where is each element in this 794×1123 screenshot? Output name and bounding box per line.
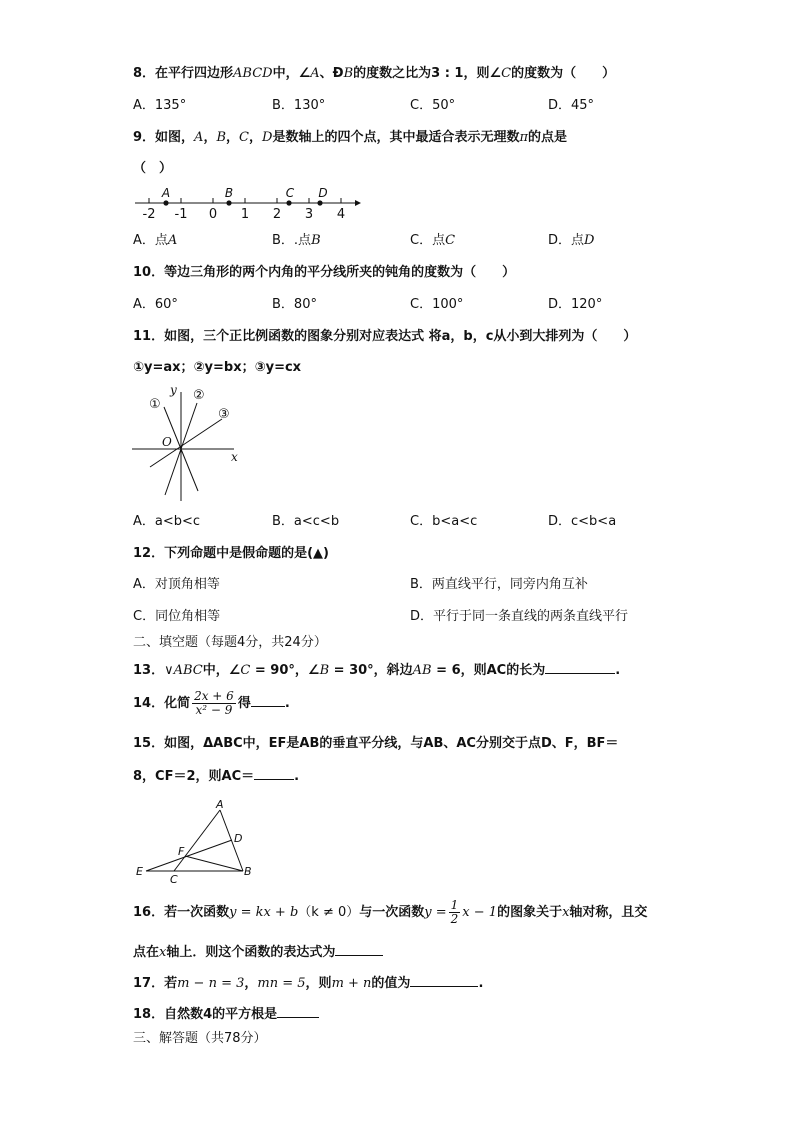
q10-option-d[interactable]: D．120° <box>548 297 603 312</box>
question-16-line-2: 点在x轴上．则这个函数的表达式为 <box>133 942 383 962</box>
tick-label: -1 <box>174 207 188 222</box>
point-d-label: D <box>234 832 243 845</box>
question-14: 14．化简 $\frac{2x + 6}{\text{x² − 9}}$ 得 . <box>133 689 290 717</box>
line-2-label: ② <box>193 388 205 403</box>
line-3-label: ③ <box>218 407 230 422</box>
question-8: 8．在平行四边形ABCD中，∠A、ÐB的度数之比为3 : 1，则∠C的度数为（ ） <box>133 66 616 81</box>
vertex-a-label: A <box>216 798 224 811</box>
origin-label: O <box>162 435 172 449</box>
q15-answer-blank[interactable] <box>254 766 294 780</box>
point-e-label: E <box>136 865 143 878</box>
line-1-label: ① <box>149 397 161 412</box>
point-d-label: D <box>318 186 328 200</box>
q17-answer-blank[interactable] <box>410 973 478 987</box>
q10-option-a[interactable]: A．60° <box>133 297 178 312</box>
q9-option-c[interactable]: C．点C <box>410 233 456 248</box>
question-15-line-2: 8，CF＝2，则AC＝ . <box>133 766 299 786</box>
q11-option-b[interactable]: B．a<c<b <box>272 514 340 529</box>
question-18: 18．自然数4的平方根是 <box>133 1004 319 1024</box>
segment-ac <box>174 810 220 871</box>
q9-option-b[interactable]: B．.点B <box>272 233 321 248</box>
section-3-heading: 三、解答题（共78分） <box>133 1031 267 1046</box>
point-d <box>317 200 322 205</box>
section-2-heading: 二、填空题（每题4分，共24分） <box>133 635 327 650</box>
number-line-figure <box>133 183 363 225</box>
point-b <box>226 200 231 205</box>
tick-label: 3 <box>304 207 314 222</box>
q9-option-d[interactable]: D．点D <box>548 233 595 248</box>
question-9-paren: （ ） <box>133 161 173 176</box>
q18-answer-blank[interactable] <box>277 1004 319 1018</box>
q8-option-c[interactable]: C．50° <box>410 98 456 113</box>
q16-answer-blank[interactable] <box>335 942 383 956</box>
q8-option-d[interactable]: D．45° <box>548 98 595 113</box>
question-17: 17．若m − n = 3，mn = 5，则m + n的值为 . <box>133 973 483 993</box>
question-15: 15．如图，ΔABC中，EF是AB的垂直平分线，与AB、AC分别交于点D、F，BF＝ <box>133 736 619 751</box>
q9-option-a[interactable]: A．点A <box>133 233 178 248</box>
q13-answer-blank[interactable] <box>545 660 615 674</box>
q16-fraction: $\frac{1}{2}$ <box>450 898 459 926</box>
q10-option-c[interactable]: C．100° <box>410 297 464 312</box>
q12-option-a[interactable]: A．对顶角相等 <box>133 577 220 592</box>
q12-option-d[interactable]: D．平行于同一条直线的两条直线平行 <box>410 609 629 624</box>
vertex-c-label: C <box>170 873 178 886</box>
question-16: 16．若一次函数y = kx + b（k ≠ 0）与一次函数y = $\frac{1}{2}$ x − 1的图象关于x轴对称，且交 <box>133 898 648 926</box>
segment-ed <box>146 840 232 871</box>
q11-option-c[interactable]: C．b<a<c <box>410 514 478 529</box>
question-12: 12．下列命题中是假命题的是(▲) <box>133 546 329 561</box>
tick-label: 0 <box>208 207 218 222</box>
tick-label: 4 <box>336 207 346 222</box>
point-f-label: F <box>178 845 185 858</box>
proportional-functions-graph <box>130 382 255 504</box>
y-axis-label: y <box>170 383 177 397</box>
question-9: 9．如图，A，B，C，D是数轴上的四个点，其中最适合表示无理数π的点是 <box>133 130 568 145</box>
point-a-label: A <box>161 186 171 200</box>
q12-option-b[interactable]: B．两直线平行，同旁内角互补 <box>410 577 588 592</box>
point-c <box>286 200 291 205</box>
question-13: 13．∨ABC中，∠C = 90°，∠B = 30°，斜边AB = 6，则AC的长为 . <box>133 660 620 680</box>
number-line-arrow <box>355 200 361 206</box>
q14-fraction: $\frac{2x + 6}{\text{x² − 9}}$ <box>194 689 234 717</box>
q11-option-d[interactable]: D．c<b<a <box>548 514 617 529</box>
vertex-b-label: B <box>244 865 252 878</box>
question-11: 11．如图，三个正比例函数的图象分别对应表达式 将a，b，c从小到大排列为（ ） <box>133 329 637 344</box>
q8-option-b[interactable]: B．130° <box>272 98 326 113</box>
question-10: 10．等边三角形的两个内角的平分线所夹的钝角的度数为（ ） <box>133 265 516 280</box>
question-11-subtext: ①y=ax；②y=bx；③y=cx <box>133 360 302 375</box>
q8-option-a[interactable]: A．135° <box>133 98 187 113</box>
point-c-label: C <box>285 186 295 200</box>
x-axis-label: x <box>231 450 238 464</box>
line-3 <box>150 419 222 467</box>
tick-label: -2 <box>142 207 156 222</box>
tick-label: 1 <box>240 207 250 222</box>
q14-answer-blank[interactable] <box>251 693 285 707</box>
triangle-figure <box>134 798 259 886</box>
point-b-label: B <box>224 186 234 200</box>
q10-option-b[interactable]: B．80° <box>272 297 317 312</box>
q12-option-c[interactable]: C．同位角相等 <box>133 609 221 624</box>
segment-fb <box>185 856 243 871</box>
q11-option-a[interactable]: A．a<b<c <box>133 514 201 529</box>
tick-label: 2 <box>272 207 282 222</box>
point-a <box>163 200 168 205</box>
